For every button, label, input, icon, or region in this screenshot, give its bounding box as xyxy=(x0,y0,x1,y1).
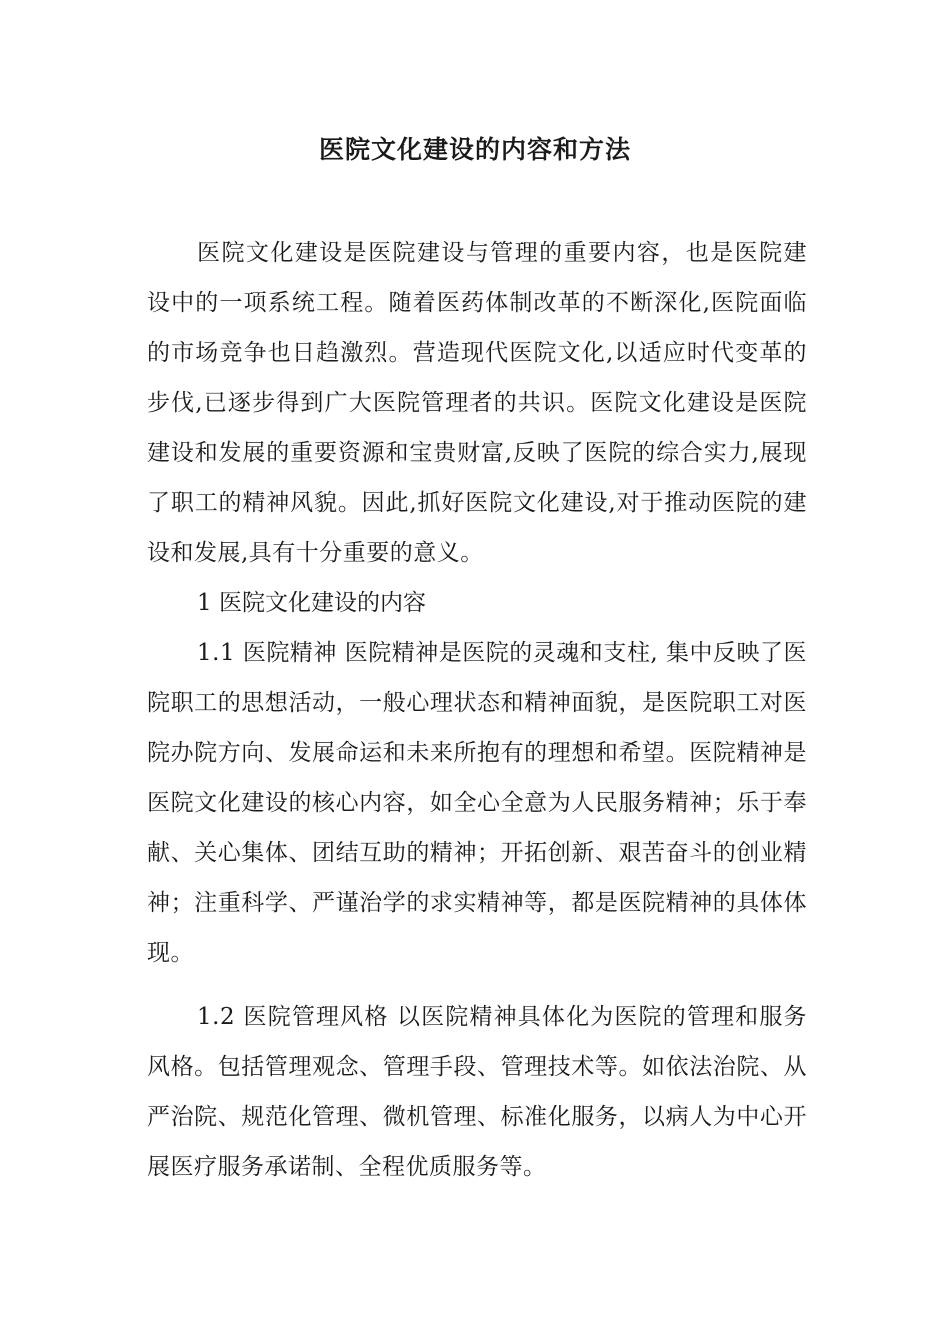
document-title: 医院文化建设的内容和方法 xyxy=(318,135,631,164)
intro-paragraph: 医院文化建设是医院建设与管理的重要内容，也是医院建设中的一项系统工程。随着医药体制改革的不断深化,医院面临的市场竞争也日趋激烈。营造现代医院文化,以适应时代变革的步伐,已逐步得到广大医院管理者的共识。医院文化建设是医院建设和发展的重要资源和宝贵财富,反映了医院的综合实力,展现了职工的精神风貌。因此,抓好医院文化建设,对于推动医院的建设和发展,具有十分重要的意义。 xyxy=(147,240,807,566)
document-body xyxy=(147,228,807,1192)
subsection-1-2-paragraph: 1.2 医院管理风格 以医院精神具体化为医院的管理和服务风格。包括管理观念、管理手段、管理技术等。如依法治院、从严治院、规范化管理、微机管理、标准化服务，以病人为中心开展医疗服务承诺制、全程优质服务等。 xyxy=(147,1004,807,1180)
subsection-1-1-paragraph: 1.1 医院精神 医院精神是医院的灵魂和支柱, 集中反映了医院职工的思想活动，一般心理状态和精神面貌，是医院职工对医院办院方向、发展命运和未来所抱有的理想和希望。医院精神是医院文化建设的核心内容，如全心全意为人民服务精神；乐于奉献、关心集体、团结互助的精神；开拓创新、艰苦奋斗的创业精神；注重科学、严谨治学的求实精神等，都是医院精神的具体体现。 xyxy=(147,640,807,966)
section-heading-1: 1 医院文化建设的内容 xyxy=(197,590,426,616)
